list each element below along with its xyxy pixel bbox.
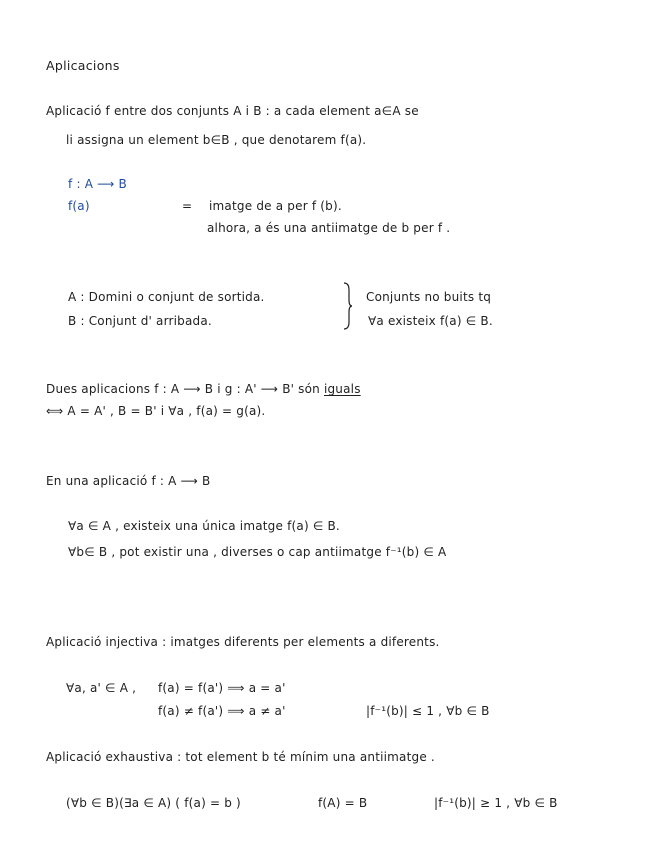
equality-line-2: ⟺ A = A' , B = B' i ∀a , f(a) = g(a). (46, 404, 266, 418)
definition-text-1: f entre dos conjunts A i B : a cada element a∈A se (105, 104, 419, 118)
antiimage-line: ∀b∈ B , pot existir una , diverses o cap antiimatge f⁻¹(b) ∈ A (68, 545, 447, 559)
fa-notation: f(a) (68, 199, 90, 213)
image-definition (209, 198, 342, 214)
surjective-term: Aplicació exhaustiva (46, 750, 174, 764)
antiimage-term: antiimatge (310, 221, 379, 235)
injective-term: Aplicació injectiva (46, 635, 159, 649)
image-rest: de a per f (b). (256, 199, 342, 213)
antiimage-prefix: alhora, a és una (207, 221, 307, 235)
injective-desc: : imatges diferents per elements a diferents. (162, 635, 440, 649)
definition-line-2: li assigna un element b∈B , que denotarem f(a). (66, 133, 367, 147)
equality-term: iguals (323, 382, 361, 396)
map-notation: f : A ⟶ B (68, 177, 127, 191)
definition-line-1 (46, 103, 419, 119)
page-title (46, 58, 120, 74)
surjective-cardinality: |f⁻¹(b)| ≥ 1 , ∀b ∈ B (434, 796, 558, 810)
application-intro: En una aplicació f : A ⟶ B (46, 474, 211, 488)
surjective-definition (46, 749, 435, 765)
title-text: Aplicacions (46, 58, 120, 73)
arribada-line: B : Conjunt d' arribada. (68, 314, 212, 328)
domini-line: A : Domini o conjunt de sortida. (68, 290, 265, 304)
injective-condition-1: f(a) = f(a') ⟹ a = a' (158, 681, 286, 695)
surjective-condition-2: f(A) = B (318, 796, 368, 810)
equality-line-1 (46, 381, 361, 397)
equality-prefix: Dues aplicacions f : A ⟶ B i g : A' ⟶ B' són (46, 382, 320, 396)
injective-definition (46, 634, 440, 650)
equals-sign: = (182, 199, 193, 213)
curly-brace-icon (343, 282, 353, 330)
injective-cardinality: |f⁻¹(b)| ≤ 1 , ∀b ∈ B (366, 704, 490, 718)
injective-quantifier: ∀a, a' ∈ A , (66, 681, 137, 695)
existence-condition: ∀a existeix f(a) ∈ B. (368, 314, 493, 328)
antiimage-rest: de b per f . (382, 221, 451, 235)
image-term: imatge (209, 199, 253, 213)
unique-image-line: ∀a ∈ A , existeix una única imatge f(a) ∈ B. (68, 519, 340, 533)
surjective-condition-1: (∀b ∈ B)(∃a ∈ A) ( f(a) = b ) (66, 796, 241, 810)
injective-condition-2: f(a) ≠ f(a') ⟹ a ≠ a' (158, 704, 286, 718)
antiimage-definition (207, 220, 450, 236)
definition-term: Aplicació (46, 104, 102, 118)
nonempty-condition: Conjunts no buits tq (366, 290, 492, 304)
surjective-desc: : tot element b té mínim una antiimatge . (177, 750, 435, 764)
